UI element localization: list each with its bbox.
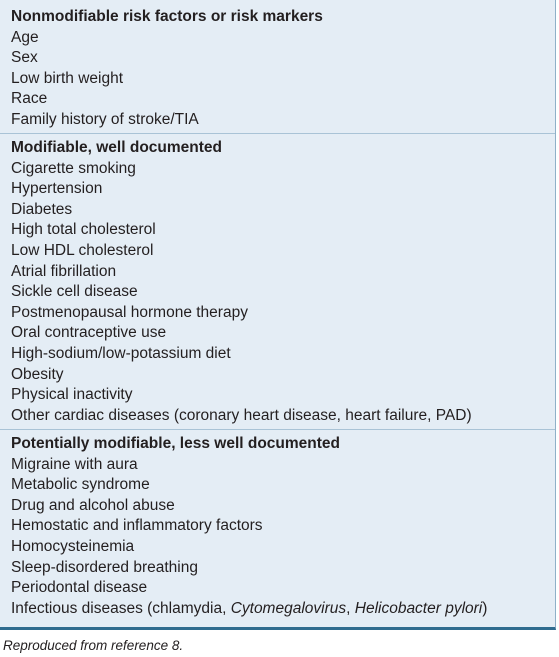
list-item: Sex xyxy=(11,49,38,67)
list-item: Atrial fibrillation xyxy=(11,262,117,280)
list-item-infectious-diseases xyxy=(11,599,551,620)
list-item: Homocysteinemia xyxy=(11,537,135,555)
section-heading: Potentially modifiable, less well documented xyxy=(11,435,341,452)
list-item: Obesity xyxy=(11,365,64,383)
item-text: Infectious diseases (chlamydia, xyxy=(11,599,231,617)
list-item: Family history of stroke/TIA xyxy=(11,110,199,128)
section-divider xyxy=(0,429,555,430)
section-heading: Modifiable, well documented xyxy=(11,139,222,156)
section-heading: Nonmodifiable risk factors or risk markers xyxy=(11,8,323,25)
footnote: Reproduced from reference 8. xyxy=(3,638,184,653)
item-text-italic: Cytomegalovirus xyxy=(230,599,347,617)
list-item: Other cardiac diseases (coronary heart disease, heart failure, PAD) xyxy=(11,406,472,424)
list-item: Physical inactivity xyxy=(11,386,133,404)
list-item: Age xyxy=(11,28,39,46)
list-item: Race xyxy=(11,90,48,108)
list-item: Hemostatic and inflammatory factors xyxy=(11,517,263,535)
list-item: Drug and alcohol abuse xyxy=(11,496,175,514)
list-item: Metabolic syndrome xyxy=(11,476,150,494)
item-text: ) xyxy=(482,599,488,617)
list-item: High total cholesterol xyxy=(11,221,156,239)
section-divider xyxy=(0,133,555,134)
item-text: , xyxy=(346,599,355,617)
list-item: Migraine with aura xyxy=(11,455,138,473)
list-item: Sleep-disordered breathing xyxy=(11,558,198,576)
section-modifiable xyxy=(11,138,551,426)
list-item: Hypertension xyxy=(11,180,103,198)
section-potentially-modifiable xyxy=(11,434,551,619)
list-item: Sickle cell disease xyxy=(11,283,138,301)
list-item: High-sodium/low-potassium diet xyxy=(11,344,231,362)
list-item: Low birth weight xyxy=(11,69,124,87)
section-nonmodifiable xyxy=(11,7,551,131)
list-item: Periodontal disease xyxy=(11,579,148,597)
list-item: Cigarette smoking xyxy=(11,159,136,177)
item-text-italic: Helicobacter pylori xyxy=(354,599,483,617)
list-item: Diabetes xyxy=(11,200,73,218)
list-item: Postmenopausal hormone therapy xyxy=(11,303,248,321)
list-item: Oral contraceptive use xyxy=(11,324,167,342)
list-item: Low HDL cholesterol xyxy=(11,241,154,259)
